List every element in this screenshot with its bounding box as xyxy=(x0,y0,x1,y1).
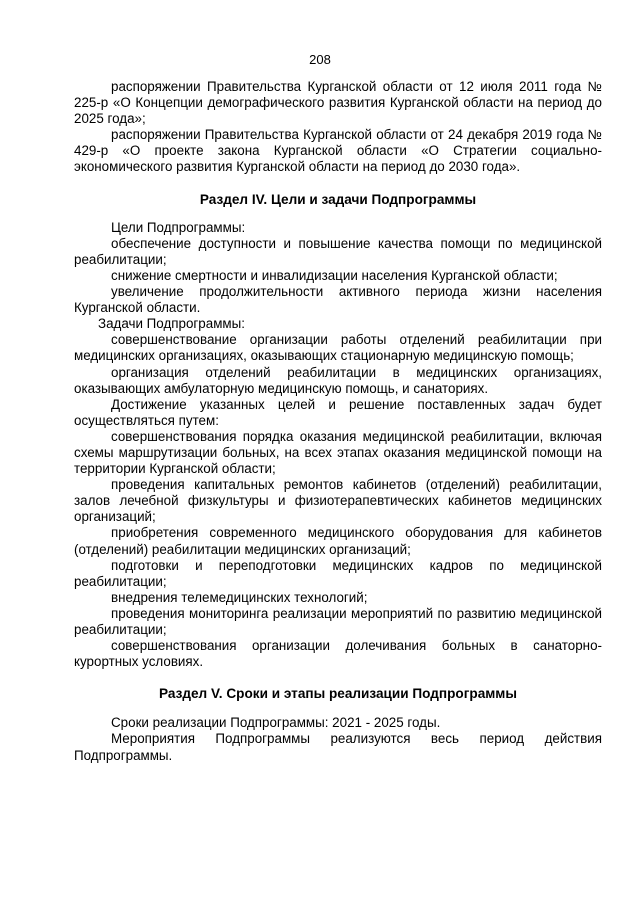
paragraph: распоряжении Правительства Курганской области от 12 июля 2011 года № 225-р «О Концепции демографического развития Курганской области на период до 2025 года»; xyxy=(74,79,602,127)
paragraph: организация отделений реабилитации в медицинских организациях, оказывающих амбулаторную медицинскую помощь, и санаториях. xyxy=(74,364,602,396)
paragraph: обеспечение доступности и повышение качества помощи по медицинской реабилитации; xyxy=(74,235,602,267)
paragraph: проведения мониторинга реализации мероприятий по развитию медицинской реабилитации; xyxy=(74,605,602,637)
paragraph: приобретения современного медицинского оборудования для кабинетов (отделений) реабилитации медицинских организаций; xyxy=(74,525,602,557)
paragraph: Сроки реализации Подпрограммы: 2021 - 2025 годы. xyxy=(111,715,441,731)
paragraph: Мероприятия Подпрограммы реализуются весь период действия Подпрограммы. xyxy=(74,731,602,763)
paragraph: совершенствования порядка оказания медицинской реабилитации, включая схемы маршрутизации больных, на всех этапах оказания медицинской помощи на территории Курганской области; xyxy=(74,428,602,477)
paragraph: снижение смертности и инвалидизации населения Курганской области; xyxy=(111,267,558,283)
paragraph: совершенствование организации работы отделений реабилитации при медицинских организациях, оказывающих стационарную медицинскую помощь; xyxy=(74,332,602,364)
paragraph: совершенствования организации долечивания больных в санаторно-курортных условиях. xyxy=(74,638,602,670)
page-number: 208 xyxy=(309,52,331,67)
paragraph: Достижение указанных целей и решение поставленных задач будет осуществляться путем: xyxy=(74,396,602,428)
section-4-heading: Раздел IV. Цели и задачи Подпрограммы xyxy=(199,191,477,207)
paragraph: внедрения телемедицинских технологий; xyxy=(111,589,368,605)
paragraph: Цели Подпрограммы: xyxy=(111,219,246,235)
document-body xyxy=(74,79,602,764)
paragraph: проведения капитальных ремонтов кабинетов (отделений) реабилитации, залов лечебной физкультуры и физиотерапевтических кабинетов медицинских организаций; xyxy=(74,477,602,525)
paragraph: подготовки и переподготовки медицинских кадров по медицинской реабилитации; xyxy=(74,557,602,589)
paragraph: распоряжении Правительства Курганской области от 24 декабря 2019 года № 429-р «О проекте закона Курганской области «О Стратегии социально-экономического развития Курганской области на период до 2030 года». xyxy=(74,127,602,175)
section-5-heading: Раздел V. Сроки и этапы реализации Подпрограммы xyxy=(159,686,517,702)
paragraph: Задачи Подпрограммы: xyxy=(98,316,245,332)
paragraph: увеличение продолжительности активного периода жизни населения Курганской области. xyxy=(74,284,602,316)
